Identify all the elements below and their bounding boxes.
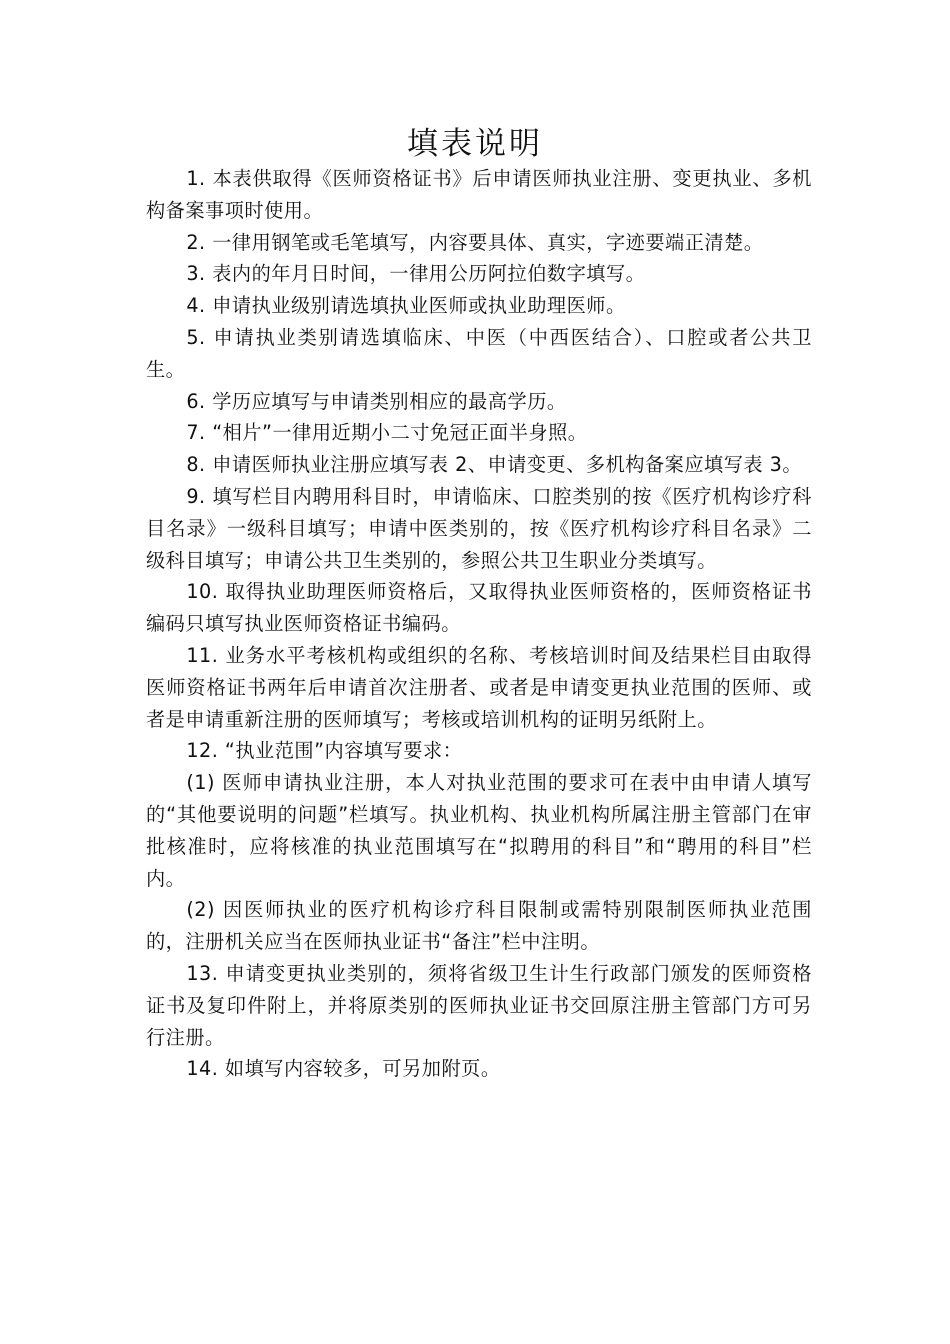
instruction-item-11: 11. 业务水平考核机构或组织的名称、考核培训时间及结果栏目由取得医师资格证书两年后申请首次注册者、或者是申请变更执业范围的医师、或者是申请重新注册的医师填写；考核或培训机构的证明另纸附上。 [146,643,812,731]
instruction-item-8: 8. 申请医师执业注册应填写表 2、申请变更、多机构备案应填写表 3。 [186,453,803,477]
instruction-subitem-12-2: (2) 因医师执业的医疗机构诊疗科目限制或需特别限制医师执业范围的，注册机关应当在医师执业证书“备注”栏中注明。 [146,898,812,954]
instruction-item-7: 7. “相片”一律用近期小二寸免冠正面半身照。 [186,421,588,445]
instruction-item-10: 10. 取得执业助理医师资格后，又取得执业医师资格的，医师资格证书编码只填写执业医师资格证书编码。 [146,580,812,636]
instruction-item-1: 1. 本表供取得《医师资格证书》后申请医师执业注册、变更执业、多机构备案事项时使用。 [146,167,812,222]
instructions-body [146,163,812,1085]
instruction-item-9: 9. 填写栏目内聘用科目时，申请临床、口腔类别的按《医疗机构诊疗科目名录》一级科目填写；申请中医类别的，按《医疗机构诊疗科目名录》二级科目填写；申请公共卫生类别的，参照公共卫生职业分类填写。 [146,484,812,572]
instruction-item-13: 13. 申请变更执业类别的，须将省级卫生计生行政部门颁发的医师资格证书及复印件附上，并将原类别的医师执业证书交回原注册主管部门方可另行注册。 [146,961,812,1049]
document-title: 填表说明 [407,125,543,162]
instruction-item-12: 12. “执业范围”内容填写要求： [186,739,463,763]
instruction-item-3: 3. 表内的年月日时间，一律用公历阿拉伯数字填写。 [186,262,646,286]
instruction-item-6: 6. 学历应填写与申请类别相应的最高学历。 [186,389,567,413]
instruction-subitem-12-1: (1) 医师申请执业注册，本人对执业范围的要求可在表中由申请人填写的“其他要说明的问题”栏填写。执业机构、执业机构所属注册主管部门在审批核准时，应将核准的执业范围填写在“拟聘用的科目”和“聘用的科目”栏内。 [146,771,812,890]
instruction-item-5: 5. 申请执业类别请选填临床、中医（中西医结合）、口腔或者公共卫生。 [146,325,812,381]
instruction-item-14: 14. 如填写内容较多，可另加附页。 [186,1057,501,1081]
instruction-item-2: 2. 一律用钢笔或毛笔填写，内容要具体、真实，字迹要端正清楚。 [186,230,764,254]
instruction-item-4: 4. 申请执业级别请选填执业医师或执业助理医师。 [186,294,626,318]
